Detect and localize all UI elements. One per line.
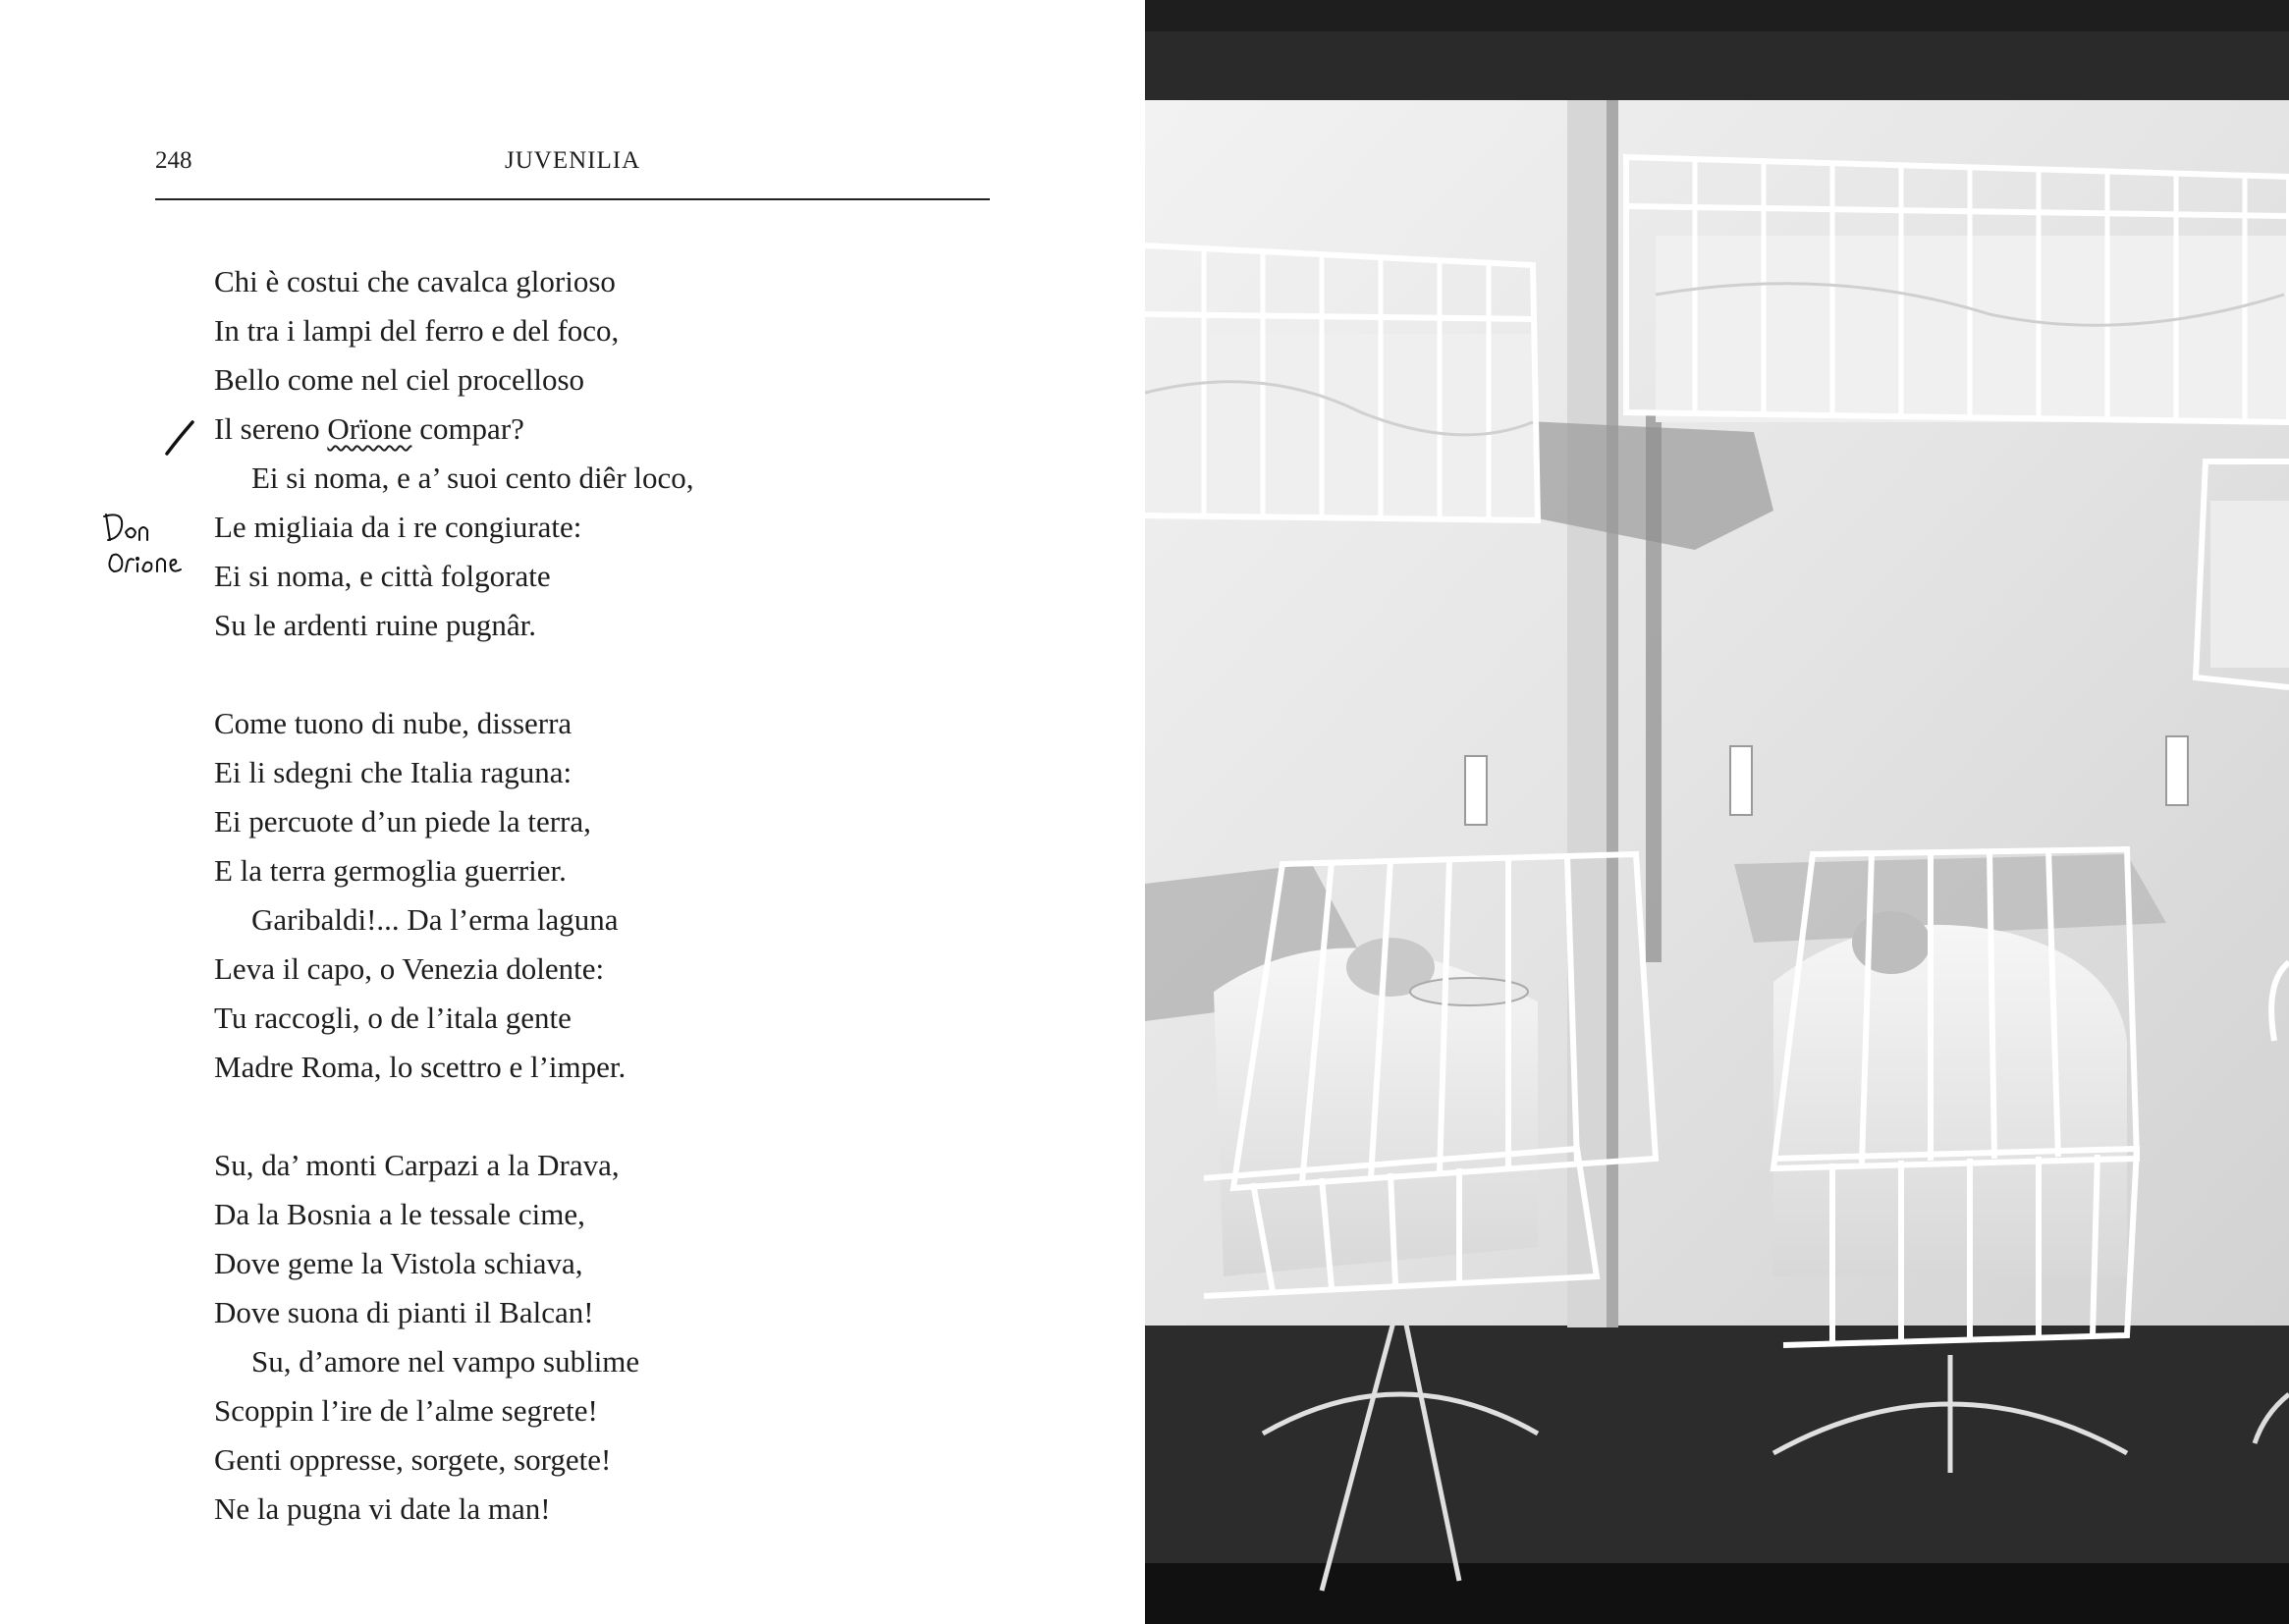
poem-line: Dove suona di pianti il Balcan! <box>214 1295 594 1329</box>
poem-line: Ei si noma, e a’ suoi cento diêr loco, <box>251 460 694 495</box>
poem-line: Scoppin l’ire de l’alme segrete! <box>214 1393 598 1428</box>
poem-line: Su, d’amore nel vampo sublime <box>251 1344 640 1379</box>
poem-line: Da la Bosnia a le tessale cime, <box>214 1197 585 1231</box>
running-title: JUVENILIA <box>505 147 641 174</box>
poem-line: Su le ardenti ruine pugnâr. <box>214 608 536 642</box>
poem-line: Garibaldi!... Da l’erma laguna <box>251 902 619 937</box>
poem-line: Dove geme la Vistola schiava, <box>214 1246 583 1280</box>
underlined-word: Orïone <box>327 411 412 446</box>
stanza-gap <box>214 650 694 699</box>
poem-line: Genti oppresse, sorgete, sorgete! <box>214 1442 612 1477</box>
poem-line: Leva il capo, o Venezia dolente: <box>214 951 605 986</box>
poem-line: In tra i lampi del ferro e del foco, <box>214 313 620 348</box>
header-rule <box>155 198 990 200</box>
poem-line: Chi è costui che cavalca glorioso <box>214 264 616 298</box>
page-number: 248 <box>155 147 192 174</box>
poem-line: Bello come nel ciel procelloso <box>214 362 585 397</box>
poem-line: Madre Roma, lo scettro e l’imper. <box>214 1050 627 1084</box>
poem-line: Ei percuote d’un piede la terra, <box>214 804 591 839</box>
margin-tick-mark <box>161 418 200 458</box>
photograph <box>1145 0 2289 1624</box>
poem-line: Ei li sdegni che Italia raguna: <box>214 755 572 789</box>
poem-line: Ne la pugna vi date la man! <box>214 1491 551 1526</box>
poem-line: E la terra germoglia guerrier. <box>214 853 567 888</box>
handwritten-note-don-orione <box>102 511 210 579</box>
stanza-gap <box>214 1092 694 1141</box>
poem-line: Su, da’ monti Carpazi a la Drava, <box>214 1148 620 1182</box>
poem-text <box>214 257 694 1534</box>
baby-cribs-photograph <box>1145 0 2289 1624</box>
poem-line: Ei si noma, e città folgorate <box>214 559 551 593</box>
poem-line: Il sereno Orïone compar? <box>214 411 524 446</box>
poem-line: Le migliaia da i re congiurate: <box>214 510 582 544</box>
poem-line: Tu raccogli, o de l’itala gente <box>214 1001 572 1035</box>
poem-line: Come tuono di nube, disserra <box>214 706 572 740</box>
